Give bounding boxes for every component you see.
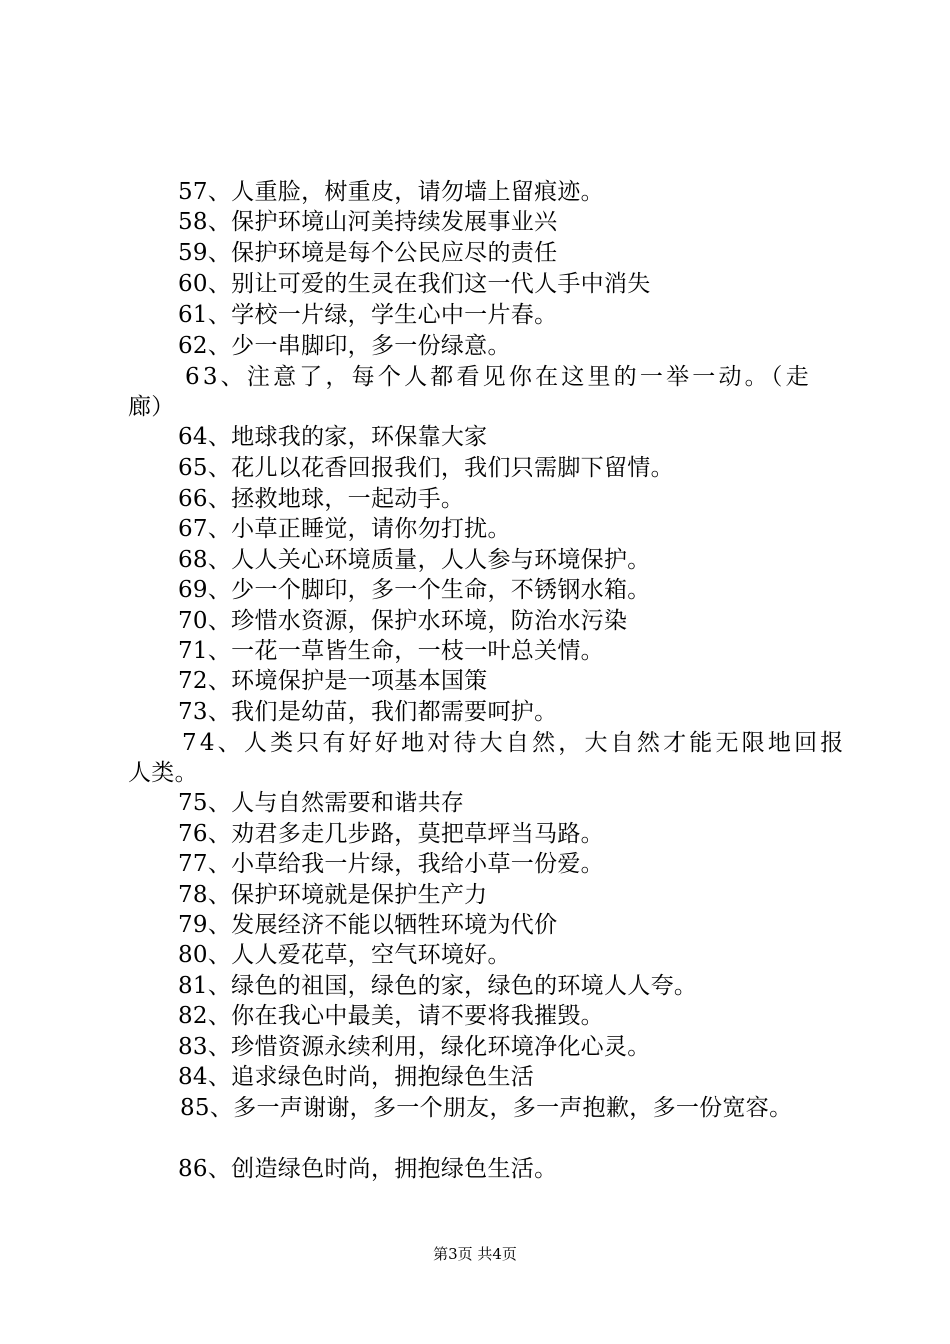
slogan-line: 69、少一个脚印，多一个生命，不锈钢水箱。 — [178, 577, 651, 603]
slogan-line: 61、学校一片绿，学生心中一片春。 — [178, 302, 558, 328]
page-number-footer: 第3页 共4页 — [433, 1245, 517, 1263]
slogan-line: 65、花儿以花香回报我们，我们只需脚下留情。 — [178, 455, 674, 481]
slogan-line-continuation: 廊） — [128, 394, 175, 420]
slogan-line: 78、保护环境就是保护生产力 — [178, 882, 488, 908]
slogan-line: 86、创造绿色时尚，拥抱绿色生活。 — [178, 1156, 558, 1182]
slogan-line: 67、小草正睡觉，请你勿打扰。 — [178, 516, 511, 542]
slogan-line: 57、人重脸，树重皮，请勿墙上留痕迹。 — [178, 179, 604, 205]
slogan-line: 66、拯救地球，一起动手。 — [178, 486, 465, 512]
slogan-line: 79、发展经济不能以牺牲环境为代价 — [178, 912, 558, 938]
slogan-line: 64、地球我的家，环保靠大家 — [178, 424, 488, 450]
slogan-line: 75、人与自然需要和谐共存 — [178, 790, 465, 816]
slogan-line: 74、人类只有好好地对待大自然，大自然才能无限地回报 — [182, 730, 847, 756]
slogan-line: 70、珍惜水资源，保护水环境，防治水污染 — [178, 608, 628, 634]
slogan-line: 71、一花一草皆生命，一枝一叶总关情。 — [178, 638, 604, 664]
slogan-line: 76、劝君多走几步路，莫把草坪当马路。 — [178, 821, 604, 847]
slogan-line: 68、人人关心环境质量，人人参与环境保护。 — [178, 547, 651, 573]
slogan-line: 72、环境保护是一项基本国策 — [178, 668, 488, 694]
slogan-line-continuation: 人类。 — [128, 760, 198, 786]
slogan-line: 85、多一声谢谢，多一个朋友，多一声抱歉，多一份宽容。 — [180, 1095, 793, 1121]
slogan-line: 83、珍惜资源永续利用，绿化环境净化心灵。 — [178, 1034, 651, 1060]
slogan-line: 60、别让可爱的生灵在我们这一代人手中消失 — [178, 271, 651, 297]
slogan-line: 77、小草给我一片绿，我给小草一份爱。 — [178, 851, 604, 877]
slogan-line: 73、我们是幼苗，我们都需要呵护。 — [178, 699, 558, 725]
slogan-line: 81、绿色的祖国，绿色的家，绿色的环境人人夸。 — [178, 973, 698, 999]
slogan-line: 58、保护环境山河美持续发展事业兴 — [178, 209, 558, 235]
slogan-line: 59、保护环境是每个公民应尽的责任 — [178, 240, 558, 266]
slogan-line: 62、少一串脚印，多一份绿意。 — [178, 333, 511, 359]
slogan-line: 82、你在我心中最美，请不要将我摧毁。 — [178, 1003, 604, 1029]
slogan-line: 63、注意了，每个人都看见你在这里的一举一动。（走 — [185, 364, 812, 390]
slogan-line: 80、人人爱花草，空气环境好。 — [178, 942, 511, 968]
slogan-line: 84、追求绿色时尚，拥抱绿色生活 — [178, 1064, 535, 1090]
